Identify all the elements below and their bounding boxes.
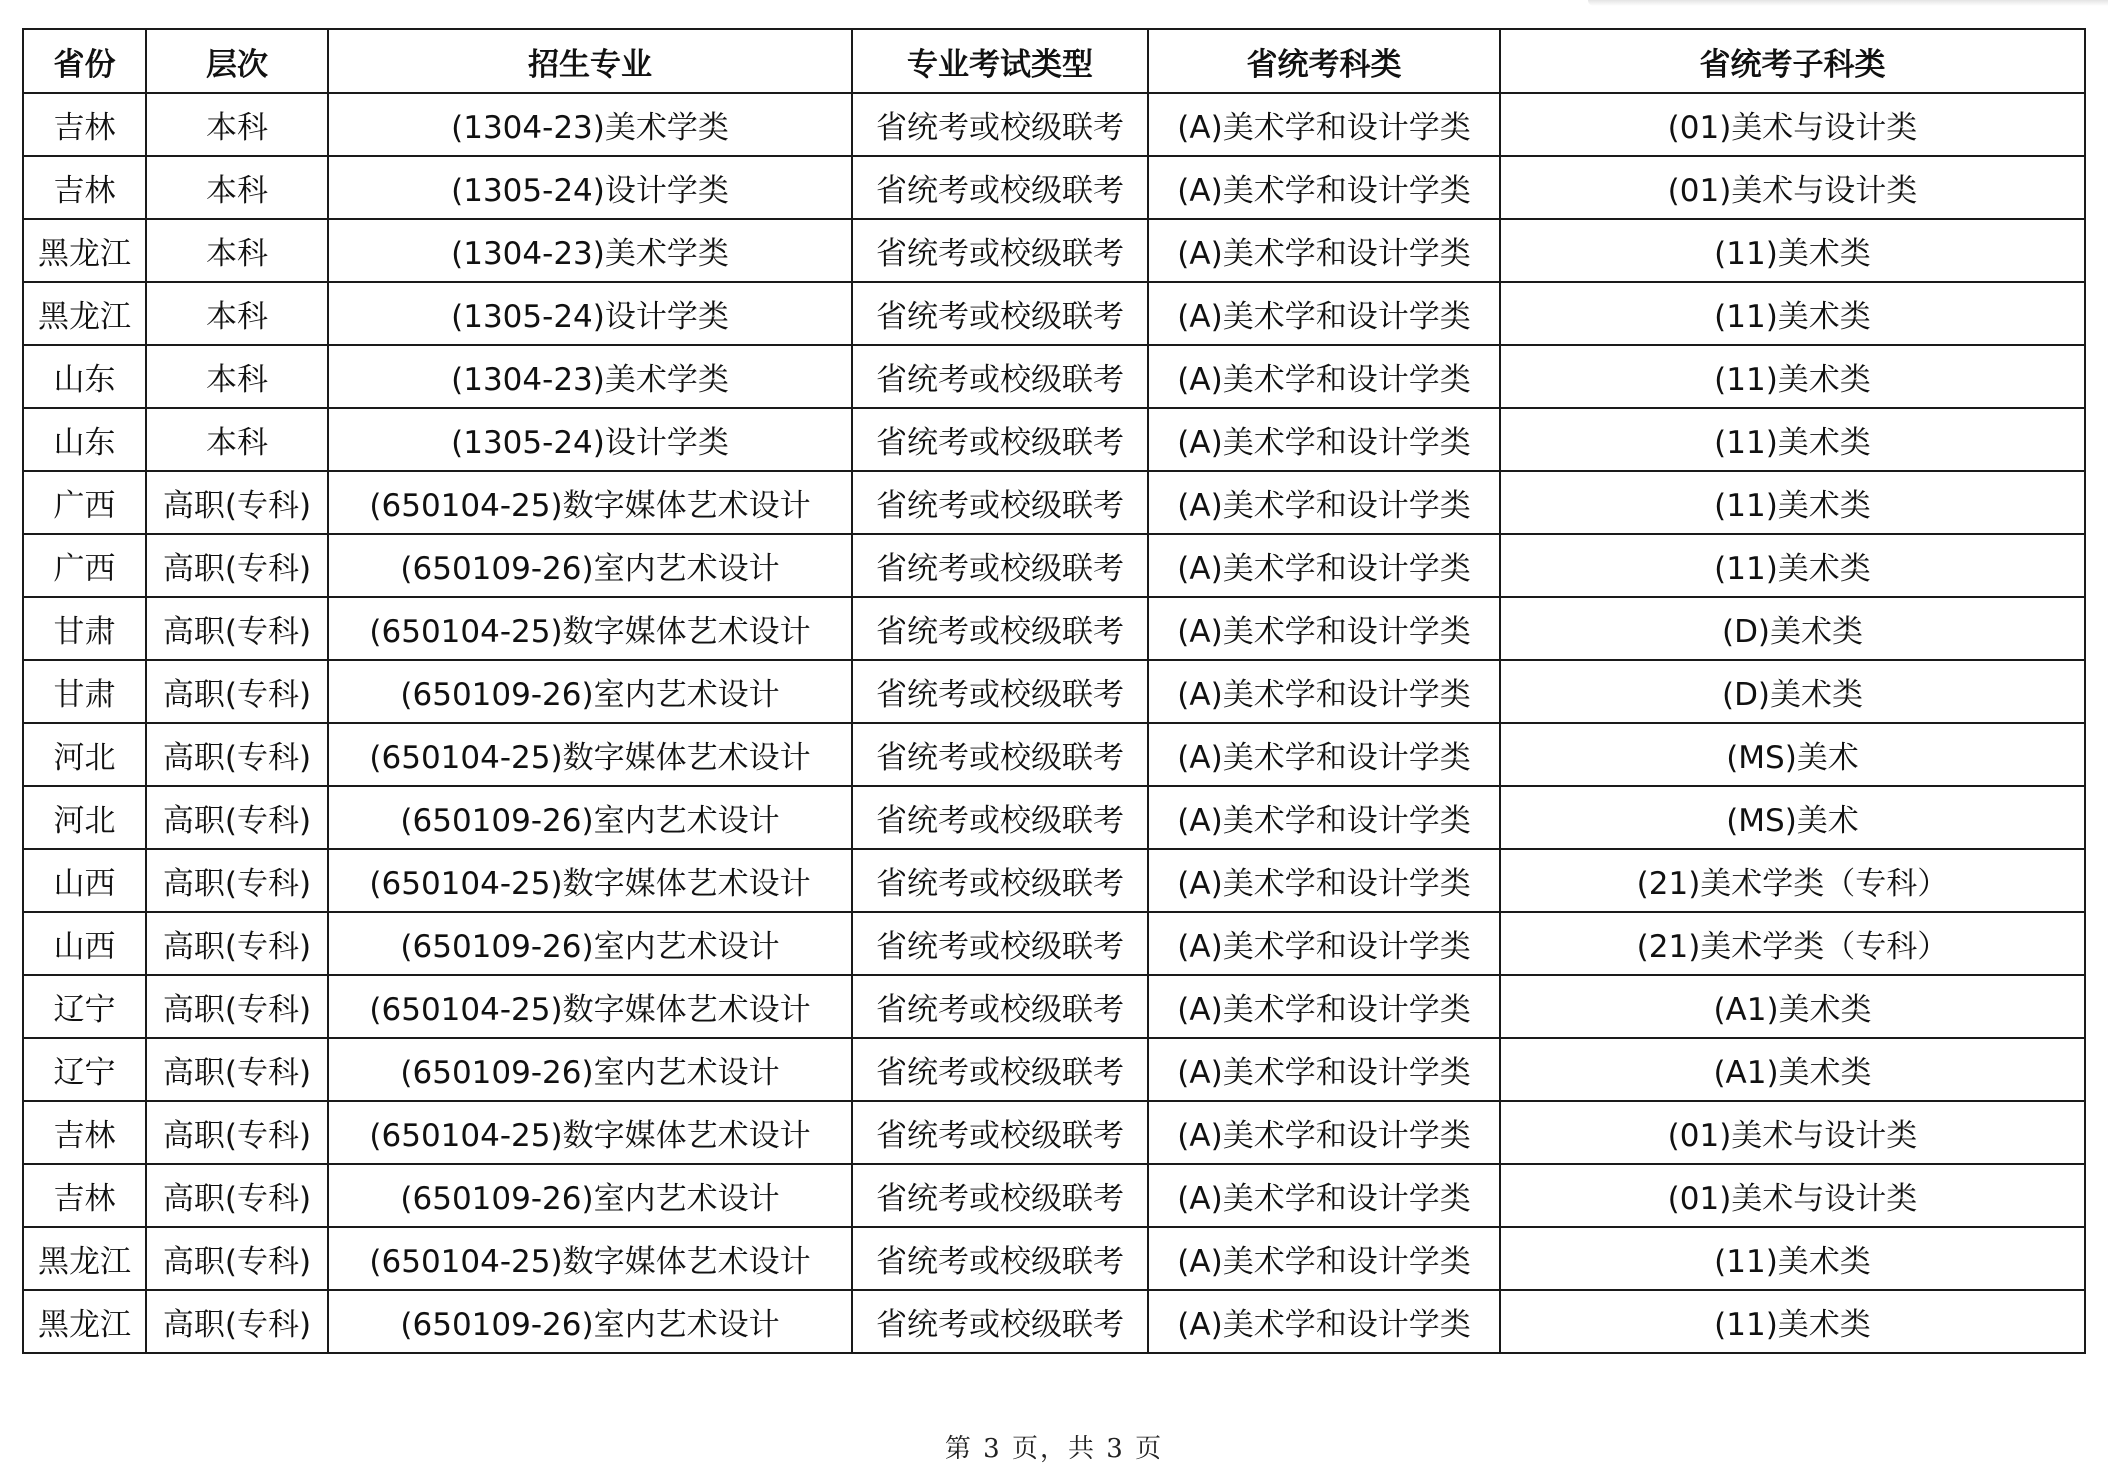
cell-category: (A)美术学和设计学类 (1148, 471, 1500, 534)
header-level: 层次 (146, 29, 328, 93)
cell-subcategory: (11)美术类 (1500, 534, 2085, 597)
cell-exam-type: 省统考或校级联考 (852, 471, 1148, 534)
cell-level: 本科 (146, 408, 328, 471)
admissions-table-container (22, 28, 2084, 1354)
cell-subcategory: (11)美术类 (1500, 471, 2085, 534)
cell-province: 吉林 (23, 1101, 146, 1164)
cell-exam-type: 省统考或校级联考 (852, 1101, 1148, 1164)
cell-major: (650104-25)数字媒体艺术设计 (328, 1101, 852, 1164)
cell-subcategory: (11)美术类 (1500, 1290, 2085, 1353)
cell-exam-type: 省统考或校级联考 (852, 345, 1148, 408)
header-major: 招生专业 (328, 29, 852, 93)
header-province: 省份 (23, 29, 146, 93)
cell-category: (A)美术学和设计学类 (1148, 1164, 1500, 1227)
cell-level: 高职(专科) (146, 1101, 328, 1164)
table-row (23, 1290, 2085, 1353)
cell-province: 吉林 (23, 93, 146, 156)
cell-major: (650109-26)室内艺术设计 (328, 1290, 852, 1353)
cell-province: 黑龙江 (23, 1227, 146, 1290)
cell-subcategory: (11)美术类 (1500, 1227, 2085, 1290)
cell-exam-type: 省统考或校级联考 (852, 156, 1148, 219)
cell-category: (A)美术学和设计学类 (1148, 1227, 1500, 1290)
header-category: 省统考科类 (1148, 29, 1500, 93)
cell-exam-type: 省统考或校级联考 (852, 912, 1148, 975)
cell-level: 高职(专科) (146, 723, 328, 786)
cell-level: 高职(专科) (146, 1227, 328, 1290)
cell-category: (A)美术学和设计学类 (1148, 156, 1500, 219)
cell-province: 吉林 (23, 156, 146, 219)
admissions-table (22, 28, 2086, 1354)
cell-level: 高职(专科) (146, 912, 328, 975)
table-row (23, 1227, 2085, 1290)
cell-subcategory: (11)美术类 (1500, 282, 2085, 345)
cell-category: (A)美术学和设计学类 (1148, 93, 1500, 156)
cell-province: 山西 (23, 849, 146, 912)
cell-level: 本科 (146, 282, 328, 345)
cell-category: (A)美术学和设计学类 (1148, 1038, 1500, 1101)
cell-province: 广西 (23, 471, 146, 534)
cell-category: (A)美术学和设计学类 (1148, 975, 1500, 1038)
cell-major: (650104-25)数字媒体艺术设计 (328, 975, 852, 1038)
cell-major: (650109-26)室内艺术设计 (328, 660, 852, 723)
cell-province: 黑龙江 (23, 1290, 146, 1353)
cell-category: (A)美术学和设计学类 (1148, 597, 1500, 660)
cell-category: (A)美术学和设计学类 (1148, 912, 1500, 975)
cell-exam-type: 省统考或校级联考 (852, 1290, 1148, 1353)
table-row (23, 282, 2085, 345)
cell-subcategory: (01)美术与设计类 (1500, 1164, 2085, 1227)
cell-subcategory: (MS)美术 (1500, 723, 2085, 786)
cell-major: (1305-24)设计学类 (328, 408, 852, 471)
cell-exam-type: 省统考或校级联考 (852, 534, 1148, 597)
cell-exam-type: 省统考或校级联考 (852, 597, 1148, 660)
cell-level: 高职(专科) (146, 471, 328, 534)
cell-exam-type: 省统考或校级联考 (852, 93, 1148, 156)
cell-exam-type: 省统考或校级联考 (852, 1038, 1148, 1101)
cell-province: 山东 (23, 345, 146, 408)
cell-level: 高职(专科) (146, 849, 328, 912)
table-row (23, 975, 2085, 1038)
cell-level: 本科 (146, 219, 328, 282)
header-row (23, 29, 2085, 93)
cell-major: (650109-26)室内艺术设计 (328, 1038, 852, 1101)
cell-subcategory: (D)美术类 (1500, 597, 2085, 660)
table-row (23, 849, 2085, 912)
cell-level: 高职(专科) (146, 660, 328, 723)
cell-province: 吉林 (23, 1164, 146, 1227)
page-edge-shadow (1588, 0, 2108, 6)
cell-major: (650109-26)室内艺术设计 (328, 912, 852, 975)
cell-major: (650104-25)数字媒体艺术设计 (328, 597, 852, 660)
cell-subcategory: (01)美术与设计类 (1500, 93, 2085, 156)
cell-exam-type: 省统考或校级联考 (852, 408, 1148, 471)
cell-major: (1305-24)设计学类 (328, 156, 852, 219)
header-exam-type: 专业考试类型 (852, 29, 1148, 93)
cell-province: 山东 (23, 408, 146, 471)
cell-subcategory: (21)美术学类（专科） (1500, 849, 2085, 912)
table-row (23, 345, 2085, 408)
cell-major: (650104-25)数字媒体艺术设计 (328, 1227, 852, 1290)
table-row (23, 1101, 2085, 1164)
cell-level: 高职(专科) (146, 597, 328, 660)
cell-province: 黑龙江 (23, 282, 146, 345)
cell-exam-type: 省统考或校级联考 (852, 660, 1148, 723)
table-body (23, 93, 2085, 1353)
cell-level: 高职(专科) (146, 786, 328, 849)
cell-major: (650104-25)数字媒体艺术设计 (328, 723, 852, 786)
table-row (23, 597, 2085, 660)
cell-subcategory: (D)美术类 (1500, 660, 2085, 723)
cell-major: (1304-23)美术学类 (328, 93, 852, 156)
table-row (23, 723, 2085, 786)
cell-level: 本科 (146, 345, 328, 408)
cell-subcategory: (21)美术学类（专科） (1500, 912, 2085, 975)
cell-level: 高职(专科) (146, 1164, 328, 1227)
cell-major: (650109-26)室内艺术设计 (328, 1164, 852, 1227)
cell-subcategory: (11)美术类 (1500, 345, 2085, 408)
cell-category: (A)美术学和设计学类 (1148, 534, 1500, 597)
table-row (23, 408, 2085, 471)
cell-major: (1304-23)美术学类 (328, 345, 852, 408)
cell-province: 黑龙江 (23, 219, 146, 282)
cell-subcategory: (MS)美术 (1500, 786, 2085, 849)
cell-exam-type: 省统考或校级联考 (852, 786, 1148, 849)
cell-major: (1304-23)美术学类 (328, 219, 852, 282)
cell-major: (650109-26)室内艺术设计 (328, 534, 852, 597)
cell-level: 高职(专科) (146, 1038, 328, 1101)
cell-major: (650109-26)室内艺术设计 (328, 786, 852, 849)
table-row (23, 534, 2085, 597)
header-subcategory: 省统考子科类 (1500, 29, 2085, 93)
cell-province: 辽宁 (23, 1038, 146, 1101)
cell-level: 高职(专科) (146, 534, 328, 597)
cell-exam-type: 省统考或校级联考 (852, 975, 1148, 1038)
cell-category: (A)美术学和设计学类 (1148, 786, 1500, 849)
cell-subcategory: (01)美术与设计类 (1500, 156, 2085, 219)
cell-subcategory: (11)美术类 (1500, 219, 2085, 282)
cell-major: (1305-24)设计学类 (328, 282, 852, 345)
table-row (23, 1038, 2085, 1101)
cell-subcategory: (11)美术类 (1500, 408, 2085, 471)
table-row (23, 156, 2085, 219)
cell-province: 河北 (23, 786, 146, 849)
cell-exam-type: 省统考或校级联考 (852, 849, 1148, 912)
cell-exam-type: 省统考或校级联考 (852, 1164, 1148, 1227)
cell-province: 甘肃 (23, 597, 146, 660)
cell-category: (A)美术学和设计学类 (1148, 849, 1500, 912)
table-row (23, 912, 2085, 975)
cell-category: (A)美术学和设计学类 (1148, 1290, 1500, 1353)
page-number: 第 3 页，共 3 页 (944, 1434, 1164, 1464)
cell-exam-type: 省统考或校级联考 (852, 282, 1148, 345)
cell-level: 本科 (146, 156, 328, 219)
cell-exam-type: 省统考或校级联考 (852, 723, 1148, 786)
cell-category: (A)美术学和设计学类 (1148, 660, 1500, 723)
cell-province: 广西 (23, 534, 146, 597)
cell-major: (650104-25)数字媒体艺术设计 (328, 849, 852, 912)
cell-category: (A)美术学和设计学类 (1148, 408, 1500, 471)
table-row (23, 93, 2085, 156)
cell-level: 高职(专科) (146, 1290, 328, 1353)
table-row (23, 660, 2085, 723)
cell-category: (A)美术学和设计学类 (1148, 1101, 1500, 1164)
table-row (23, 471, 2085, 534)
cell-category: (A)美术学和设计学类 (1148, 219, 1500, 282)
cell-exam-type: 省统考或校级联考 (852, 219, 1148, 282)
table-header (23, 29, 2085, 93)
cell-category: (A)美术学和设计学类 (1148, 282, 1500, 345)
cell-exam-type: 省统考或校级联考 (852, 1227, 1148, 1290)
cell-province: 山西 (23, 912, 146, 975)
table-row (23, 786, 2085, 849)
cell-level: 高职(专科) (146, 975, 328, 1038)
cell-level: 本科 (146, 93, 328, 156)
cell-subcategory: (01)美术与设计类 (1500, 1101, 2085, 1164)
table-row (23, 219, 2085, 282)
cell-category: (A)美术学和设计学类 (1148, 723, 1500, 786)
cell-major: (650104-25)数字媒体艺术设计 (328, 471, 852, 534)
cell-category: (A)美术学和设计学类 (1148, 345, 1500, 408)
cell-subcategory: (A1)美术类 (1500, 975, 2085, 1038)
cell-subcategory: (A1)美术类 (1500, 1038, 2085, 1101)
table-row (23, 1164, 2085, 1227)
cell-province: 甘肃 (23, 660, 146, 723)
cell-province: 河北 (23, 723, 146, 786)
cell-province: 辽宁 (23, 975, 146, 1038)
